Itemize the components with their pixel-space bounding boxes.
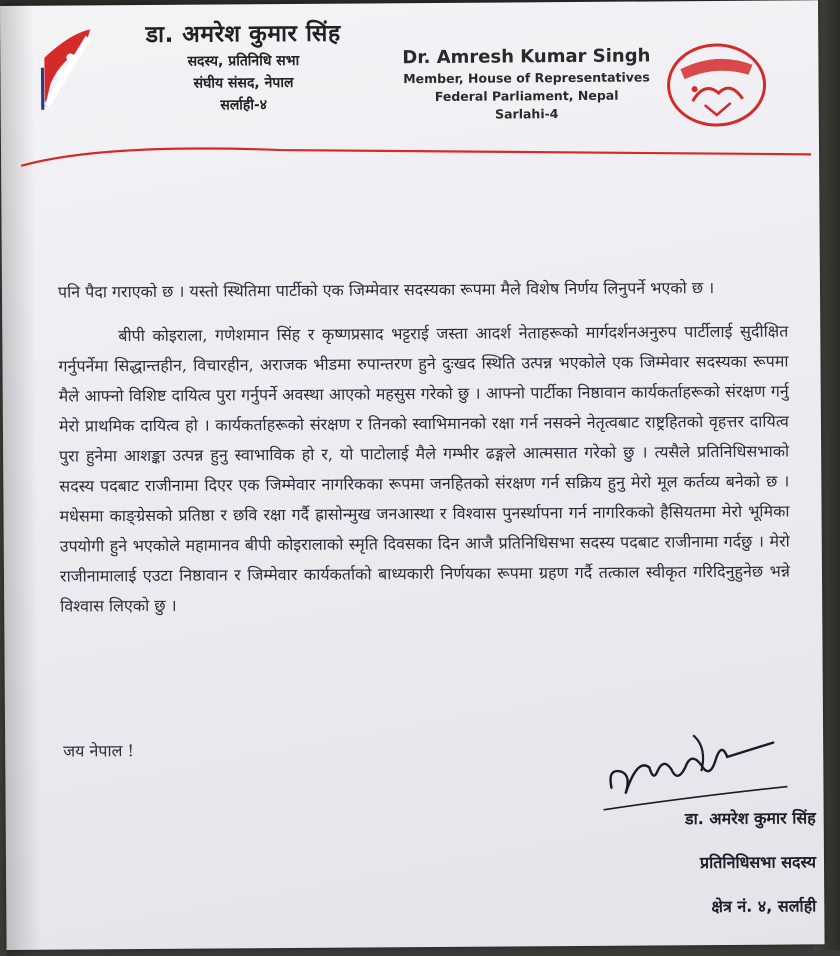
letterhead-parliament-nepali: संघीय संसद, नेपाल [193,74,294,92]
body-paragraph-2: बीपी कोइराला, गणेशमान सिंह र कृष्णप्रसाद भट्टराई जस्ता आदर्श नेताहरूको मार्गदर्शनअनुरुप पार्टीलाई सुदीक्षित गर्नुपर्नेमा सिद्धान्तहीन, विचारहीन, अराजक भीडमा रुपान्तरण हुने दुःखद स्थिति उत्पन्न भएकोले एक जिम्मेवार सदस्यका रूपमा मैले आफ्नो विशिष्ट दायित्व पुरा गर्नुपर्ने अवस्था आएको महसुस गरेको छु । आफ्नो पार्टीका निष्ठावान कार्यकर्ताहरूको संरक्षण गर्नु मेरो प्राथमिक दायित्व हो । कार्यकर्ताहरूको संरक्षण र तिनको स्वाभिमानको रक्षा गर्न नसक्ने नेतृत्वबाट राष्ट्रहितको वृहत्तर दायित्व पुरा हुनेमा आशङ्का उत्पन्न हुनु स्वाभाविक हो र, यो पाटोलाई मैले गम्भीर ढङ्गले आत्मसात गरेको छु । त्यसैले प्रतिनिधिसभाको सदस्य पदबाट राजीनामा दिएर एक जिम्मेवार नागरिकका रूपमा जनहितको संरक्षण गर्न सक्रिय हुनु मेरो मूल कर्तव्य बनेको छ । मधेसमा काङ्ग्रेसको प्रतिष्ठा र छवि रक्षा गर्दै ह्रासोन्मुख जनआस्था र विश्वास पुनर्स्थापना गर्न नागरिकको हैसियतमा मेरो भूमिका उपयोगी हुने भएकोले महामानव बीपी कोइरालाको स्मृति दिवसका दिन आजै प्रतिनिधिसभा सदस्य पदबाट राजीनामा गर्दछु । मेरो राजीनामालाई एउटा निष्ठावान र जिम्मेवार कार्यकर्ताको बाध्यकारी निर्णयका रूपमा ग्रहण गर्दै तत्काल स्वीकृत गरिदिनुहुनेछ भन्ने विश्वास लिएको छु । [58,321,791,616]
closing-salutation: जय नेपाल ! [63,741,134,761]
letterhead-name-english: Dr. Amresh Kumar Singh [402,45,651,69]
signatory-title: प्रतिनिधिसभा सदस्य [699,852,817,873]
letterhead-english [398,45,655,122]
letterhead-position-english: Member, House of Representatives [403,69,650,87]
letterhead-parliament-english: Federal Parliament, Nepal [434,87,619,104]
letterhead-position-nepali: सदस्य, प्रतिनिधि सभा [187,52,300,70]
signatory-name: डा. अमरेश कुमार सिंह [684,808,816,829]
nepali-congress-flag-icon [40,27,93,111]
letterhead-constituency-nepali: सर्लाही-४ [220,97,268,114]
signatory-constituency: क्षेत्र नं. ४, सर्लाही [711,896,817,917]
signature-block [596,800,817,934]
letterhead-name-nepali: डा. अमरेश कुमार सिंह [145,20,341,48]
letterhead-divider [21,126,811,172]
letter-body [58,273,790,622]
body-paragraph-1: पनि पैदा गराएको छ । यस्तो स्थितिमा पार्टीको एक जिम्मेवार सदस्यका रूपमा मैले विशेष निर्णय लिनुपर्ने भएको छ । [57,278,715,302]
letterhead-nepali [108,15,379,115]
party-emblem-icon [664,41,769,130]
letterhead-constituency-english: Sarlahi-4 [495,106,559,122]
